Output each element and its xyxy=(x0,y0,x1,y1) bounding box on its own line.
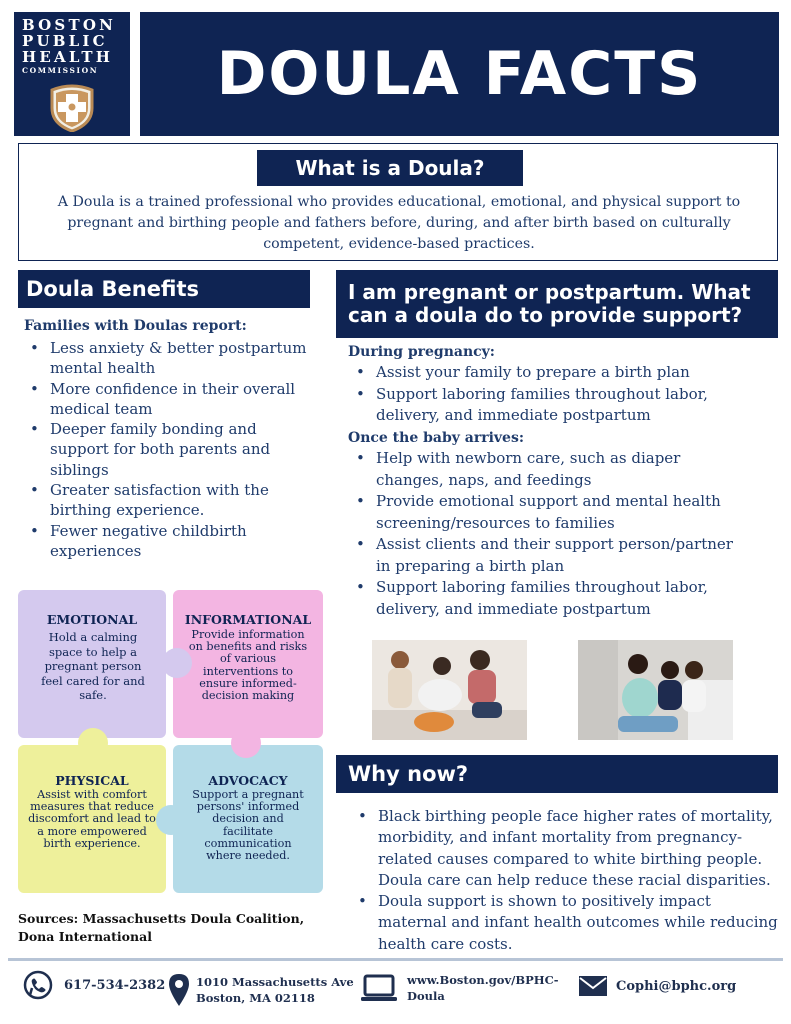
list-item: • Support laboring families throughout labor, delivery, and immediate postpartum xyxy=(350,577,750,620)
website-line-1: www.Boston.gov/BPHC- xyxy=(407,973,559,987)
phone-icon xyxy=(22,969,54,1001)
benefits-label: Families with Doulas report: xyxy=(24,318,247,334)
benefits-list xyxy=(24,338,314,561)
envelope-icon xyxy=(578,975,608,997)
list-item: • Less anxiety & better postpartum mental health xyxy=(24,338,314,379)
doula-photo-1 xyxy=(372,640,527,740)
location-pin-icon xyxy=(168,973,190,1007)
logo-line-1: BOSTON xyxy=(22,16,116,34)
physical-body: Assist with comfort measures that reduce discomfort and lead to a more empowered birth experience. xyxy=(28,788,156,850)
website-text xyxy=(407,972,559,1004)
what-is-doula-heading: What is a Doula? xyxy=(257,150,523,186)
puzzle-knob xyxy=(78,728,108,758)
address-text xyxy=(196,974,354,1006)
pregnancy-label: During pregnancy: xyxy=(348,344,495,360)
logo-line-4: COMMISSION xyxy=(22,66,99,76)
address-line-2: Boston, MA 02118 xyxy=(196,991,315,1005)
shield-cross-icon xyxy=(48,82,96,132)
footer-divider xyxy=(8,958,783,961)
list-item: • Assist your family to prepare a birth plan xyxy=(350,362,750,384)
doula-photo-1-image xyxy=(372,640,527,740)
list-item: • Deeper family bonding and support for both parents and siblings xyxy=(24,419,314,480)
list-item: • Greater satisfaction with the birthing experience. xyxy=(24,480,314,521)
doula-photo-2-image xyxy=(578,640,733,740)
footer-email[interactable] xyxy=(578,972,736,1000)
list-item: • More confidence in their overall medical team xyxy=(24,379,314,420)
footer-address xyxy=(168,970,354,1010)
what-is-doula-section xyxy=(18,143,778,261)
footer-phone[interactable] xyxy=(22,968,165,1002)
informational-title: INFORMATIONAL xyxy=(184,612,312,627)
logo-wordmark xyxy=(22,18,122,75)
list-item: • Help with newborn care, such as diaper changes, naps, and feedings xyxy=(350,448,750,491)
support-heading: I am pregnant or postpartum. What can a doula do to provide support? xyxy=(336,270,778,338)
emotional-body: Hold a calming space to help a pregnant person feel cared for and safe. xyxy=(41,630,145,702)
baby-arrives-label: Once the baby arrives: xyxy=(348,430,524,446)
address-line-1: 1010 Massachusetts Ave xyxy=(196,975,354,989)
email-address: Cophi@bphc.org xyxy=(616,978,737,994)
puzzle-knob xyxy=(231,728,261,758)
why-now-heading: Why now? xyxy=(336,755,778,793)
why-now-list xyxy=(352,806,778,955)
logo-line-2: PUBLIC xyxy=(22,31,108,50)
list-item: • Fewer negative childbirth experiences xyxy=(24,521,314,562)
advocacy-body: Support a pregnant persons' informed decision and facilitate communication where needed. xyxy=(192,788,304,863)
doula-photo-2 xyxy=(578,640,733,740)
what-is-doula-body: A Doula is a trained professional who provides educational, emotional, and physical support to pregnant and birthing people and fathers before, during, and after birth based on culturally competent, evidence-based practices. xyxy=(57,194,741,252)
benefits-heading: Doula Benefits xyxy=(18,270,310,308)
list-item: • Doula support is shown to positively impact maternal and infant health outcomes while reducing health care costs. xyxy=(352,891,778,955)
sources-note: Sources: Massachusetts Doula Coalition, Dona International xyxy=(18,911,305,944)
list-item: • Support laboring families throughout labor, delivery, and immediate postpartum xyxy=(350,384,750,427)
bphc-logo xyxy=(14,12,130,136)
list-item: • Assist clients and their support person/partner in preparing a birth plan xyxy=(350,534,750,577)
footer-website[interactable] xyxy=(360,968,559,1008)
laptop-icon xyxy=(360,973,398,1003)
informational-body: Provide information on benefits and risks of various interventions to ensure informed-decision making xyxy=(188,628,308,703)
list-item: • Provide emotional support and mental health screening/resources to families xyxy=(350,491,750,534)
website-line-2: Doula xyxy=(407,989,445,1003)
physical-title: PHYSICAL xyxy=(55,773,129,788)
puzzle-knob xyxy=(156,805,186,835)
page-title: DOULA FACTS xyxy=(216,39,703,109)
logo-line-3: HEALTH xyxy=(22,47,114,66)
pregnancy-list xyxy=(350,362,750,427)
phone-number: 617-534-2382 xyxy=(64,977,166,993)
support-types-puzzle xyxy=(18,590,323,895)
advocacy-title: ADVOCACY xyxy=(208,773,288,788)
emotional-title: EMOTIONAL xyxy=(46,612,138,627)
list-item: • Black birthing people face higher rates of mortality, morbidity, and infant mortality from pregnancy-related causes compared to white birthing people. Doula care can help reduce these racial disparities. xyxy=(352,806,778,891)
baby-arrives-list xyxy=(350,448,750,620)
title-banner xyxy=(140,12,779,136)
